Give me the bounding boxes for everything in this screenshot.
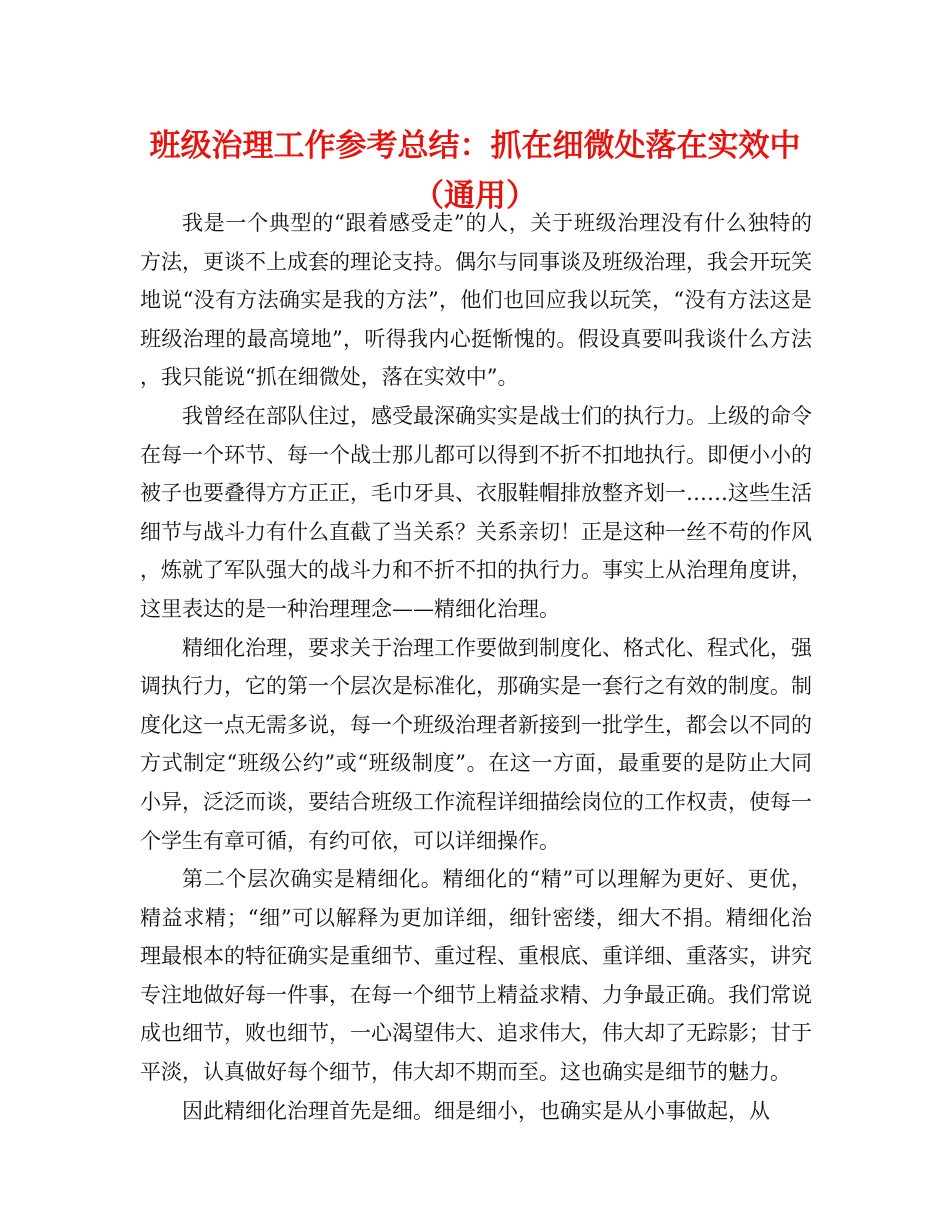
paragraph-5: 因此精细化治理首先是细。细是细小，也确实是从小事做起，从 — [182, 1098, 770, 1123]
paragraph-4: 第二个层次确实是精细化。精细化的“精”可以理解为更好、更优，精益求精；“细”可以解释为更加详细，细针密缕，细大不捐。精细化治理最根本的特征确实是重细节、重过程、重根底、重详细、重落实，讲究专注地做好每一件事，在每一个细节上精益求精、力争最正确。我们常说成也细节，败也细节，一心渴望伟大、追求伟大，伟大却了无踪影；甘于平淡，认真做好每个细节，伟大却不期而至。这也确实是细节的魅力。 — [140, 867, 812, 1085]
document-body — [140, 204, 812, 1130]
paragraph-2: 我曾经在部队住过，感受最深确实实是战士们的执行力。上级的命令在每一个环节、每一个战士那儿都可以得到不折不扣地执行。即便小小的被子也要叠得方方正正，毛巾牙具、衣服鞋帽排放整齐划一……这些生活细节与战斗力有什么直截了当关系？关系亲切！正是这种一丝不苟的作风，炼就了军队强大的战斗力和不折不扣的执行力。事实上从治理角度讲，这里表达的是一种治理理念——精细化治理。 — [140, 403, 812, 621]
paragraph-3: 精细化治理，要求关于治理工作要做到制度化、格式化、程式化，强调执行力，它的第一个层次是标准化，那确实是一套行之有效的制度。制度化这一点无需多说，每一个班级治理者新接到一批学生，都会以不同的方式制定“班级公约”或“班级制度”。在这一方面，最重要的是防止大同小异，泛泛而谈，要结合班级工作流程详细描绘岗位的工作权责，使每一个学生有章可循，有约可依，可以详细操作。 — [140, 635, 812, 853]
paragraph-1: 我是一个典型的“跟着感受走”的人，关于班级治理没有什么独特的方法，更谈不上成套的理论支持。偶尔与同事谈及班级治理，我会开玩笑地说“没有方法确实是我的方法”，他们也回应我以玩笑，“没有方法这是班级治理的最高境地”，听得我内心挺惭愧的。假设真要叫我谈什么方法，我只能说“抓在细微处，落在实效中”。 — [140, 211, 812, 390]
document-title: 班级治理工作参考总结：抓在细微处落在实效中（通用） — [149, 128, 801, 214]
